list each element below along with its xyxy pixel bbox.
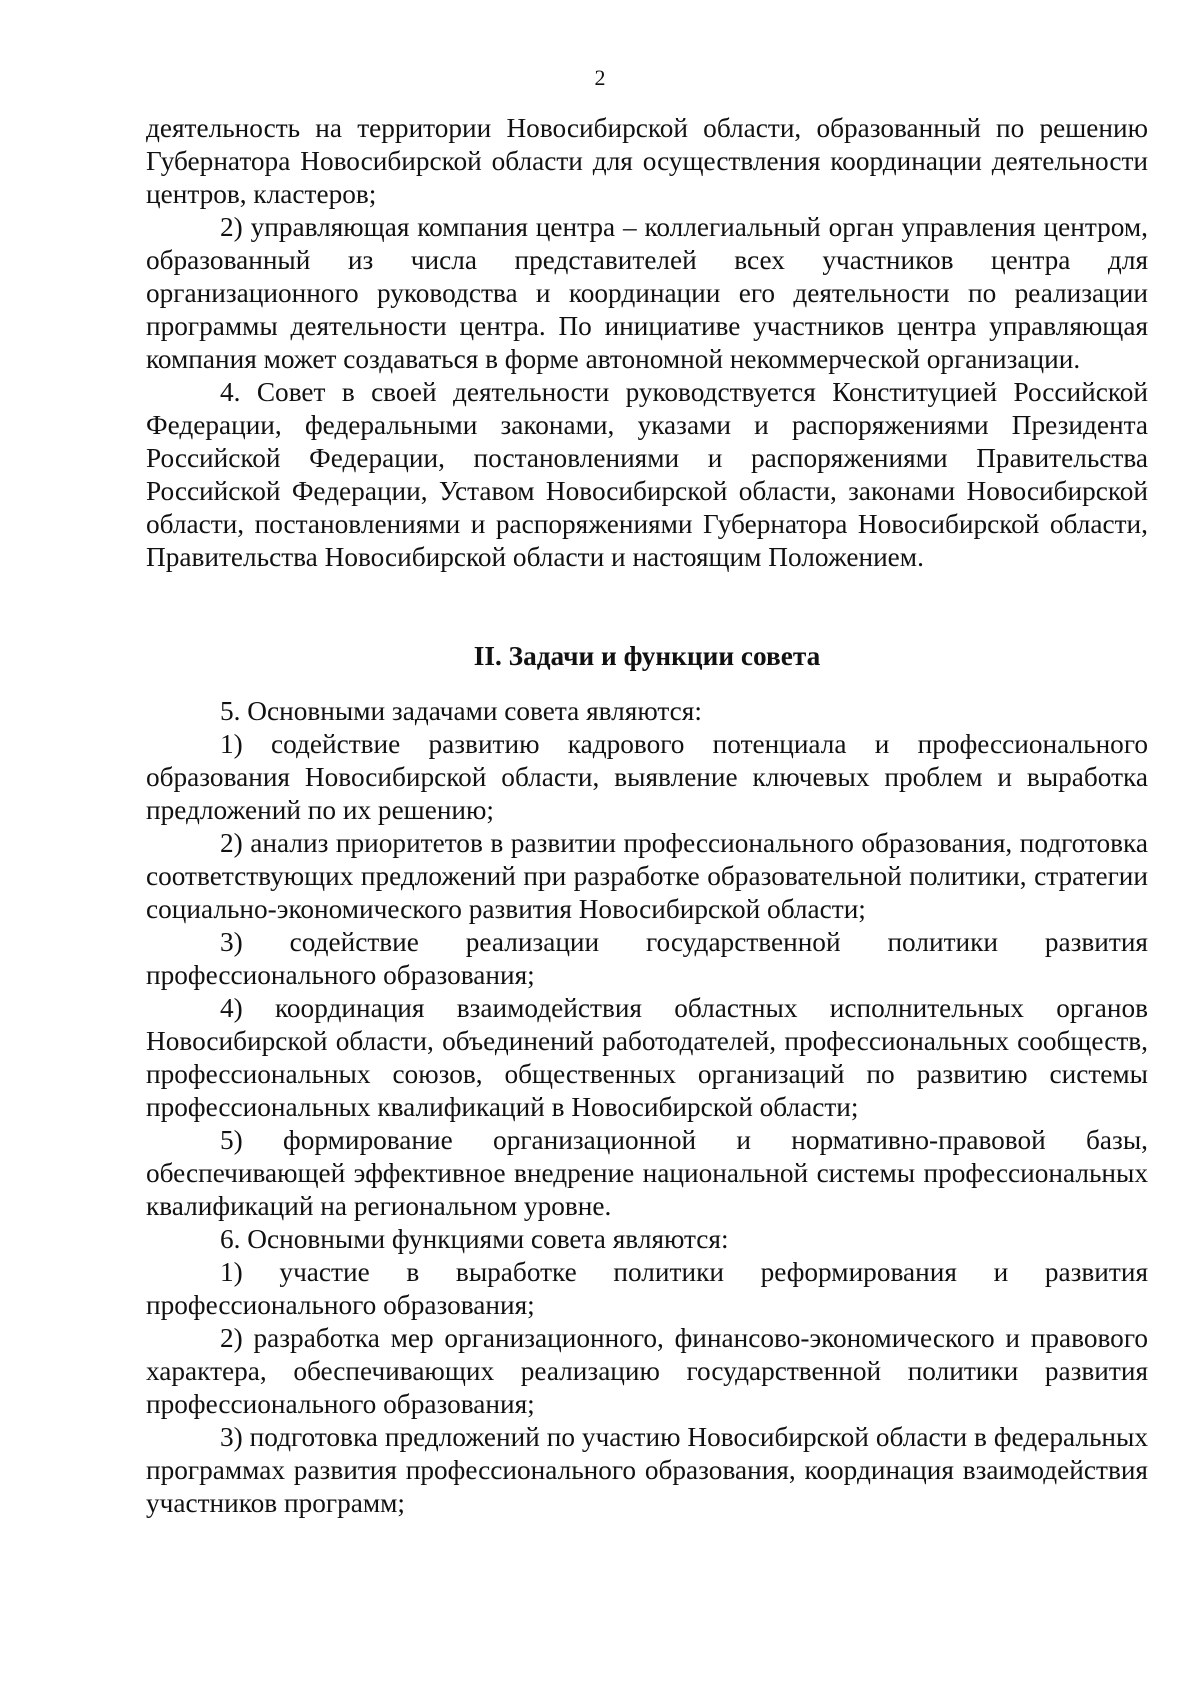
spacer xyxy=(146,574,1148,640)
paragraph-management-company: 2) управляющая компания центра – коллегиальный орган управления центром, образованный из числа представителей всех участников центра для организационного руководства и координации его деятельности по реализации программы деятельности центра. По инициативе участников центра управляющая компания может создаваться в форме автономной некоммерческой организации. xyxy=(146,212,1148,374)
list-item-6-1: 1) участие в выработке политики реформирования и развития профессионального образования; xyxy=(146,1257,1148,1320)
document-body xyxy=(146,112,1148,1520)
paragraph-continuation: деятельность на территории Новосибирской области, образованный по решению Губернатора Новосибирской области для осуществления координации деятельности центров, кластеров; xyxy=(146,113,1148,209)
list-item-6-2: 2) разработка мер организационного, финансово-экономического и правового характера, обеспечивающих реализацию государственной политики развития профессионального образования; xyxy=(146,1323,1148,1419)
paragraph-item-5: 5. Основными задачами совета являются: xyxy=(220,696,702,726)
list-item-6-3: 3) подготовка предложений по участию Новосибирской области в федеральных программах развития профессионального образования, координация взаимодействия участников программ; xyxy=(146,1422,1148,1518)
paragraph-item-4: 4. Совет в своей деятельности руководствуется Конституцией Российской Федерации, федеральными законами, указами и распоряжениями Президента Российской Федерации, постановлениями и распоряжениями Правительства Российской Федерации, Уставом Новосибирской области, законами Новосибирской области, постановлениями и распоряжениями Губернатора Новосибирской области, Правительства Новосибирской области и настоящим Положением. xyxy=(146,377,1148,572)
list-item-5-5: 5) формирование организационной и нормативно-правовой базы, обеспечивающей эффективное внедрение национальной системы профессиональных квалификаций на региональном уровне. xyxy=(146,1125,1148,1221)
list-item-5-4: 4) координация взаимодействия областных исполнительных органов Новосибирской области, объединений работодателей, профессиональных сообществ, профессиональных союзов, общественных организаций по развитию системы профессиональных квалификаций в Новосибирской области; xyxy=(146,993,1148,1122)
list-item-5-1: 1) содействие развитию кадрового потенциала и профессионального образования Новосибирской области, выявление ключевых проблем и выработка предложений по их решению; xyxy=(146,729,1148,825)
page-number: 2 xyxy=(594,65,606,90)
spacer xyxy=(146,673,1148,695)
paragraph-item-6: 6. Основными функциями совета являются: xyxy=(220,1224,729,1254)
section-heading: II. Задачи и функции совета xyxy=(473,641,821,671)
list-item-5-2: 2) анализ приоритетов в развитии профессионального образования, подготовка соответствующих предложений при разработке образовательной политики, стратегии социально-экономического развития Новосибирской области; xyxy=(146,828,1148,924)
list-item-5-3: 3) содействие реализации государственной политики развития профессионального образования; xyxy=(146,927,1148,990)
